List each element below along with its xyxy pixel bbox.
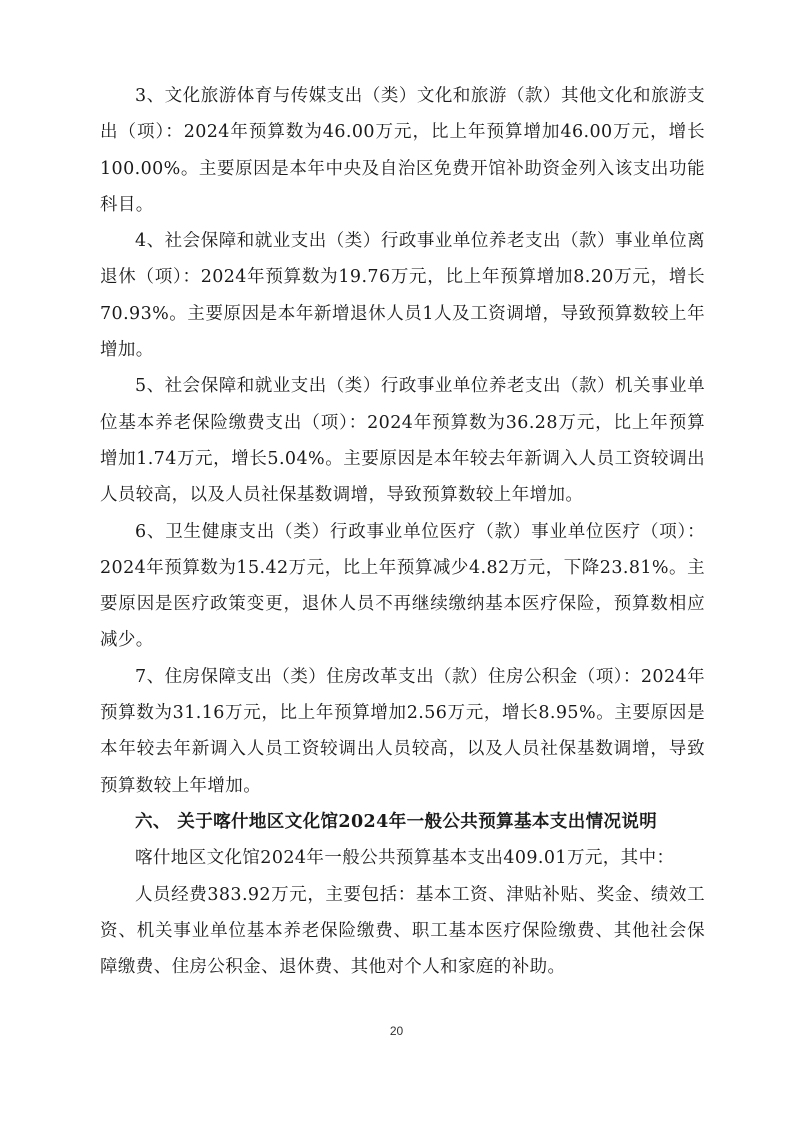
page-body (100, 78, 705, 985)
paragraph-retirement: 4、社会保障和就业支出（类）行政事业单位养老支出（款）事业单位离退休（项）：2024年预算数为19.76万元，比上年预算增加8.20万元，增长70.93%。主要原因是本年新增退休人员1人及工资调增，导致预算数较上年增加。 (100, 231, 705, 361)
section-heading: 六、 关于喀什地区文化馆2024年一般公共预算基本支出情况说明 (135, 811, 658, 832)
paragraph-health: 6、卫生健康支出（类）行政事业单位医疗（款）事业单位医疗（项）：2024年预算数为15.42万元，比上年预算减少4.82万元，下降23.81%。主要原因是医疗政策变更，退休人员不再继续缴纳基本医疗保险，预算数相应减少。 (100, 521, 705, 651)
paragraph-personnel-funds: 人员经费383.92万元，主要包括：基本工资、津贴补贴、奖金、绩效工资、机关事业单位基本养老保险缴费、职工基本医疗保险缴费、其他社会保障缴费、住房公积金、退休费、其他对个人和家庭的补助。 (100, 884, 705, 978)
paragraph-housing-fund: 7、住房保障支出（类）住房改革支出（款）住房公积金（项）：2024年预算数为31.16万元，比上年预算增加2.56万元，增长8.95%。主要原因是本年较去年新调入人员工资较调出人员较高，以及人员社保基数调增，导致预算数较上年增加。 (100, 666, 705, 796)
paragraph-culture-tourism: 3、文化旅游体育与传媒支出（类）文化和旅游（款）其他文化和旅游支出（项）：2024年预算数为46.00万元，比上年预算增加46.00万元，增长100.00%。主要原因是本年中央及自治区免费开馆补助资金列入该支出功能科目。 (100, 86, 705, 215)
paragraph-basic-expenditure: 喀什地区文化馆2024年一般公共预算基本支出409.01万元，其中： (135, 848, 675, 869)
paragraph-pension-insurance: 5、社会保障和就业支出（类）行政事业单位养老支出（款）机关事业单位基本养老保险缴费支出（项）：2024年预算数为36.28万元，比上年预算增加1.74万元，增长5.04%。主要原因是本年较去年新调入人员工资较调出人员较高，以及人员社保基数调增，导致预算数较上年增加。 (100, 376, 705, 506)
page-number: 20 (389, 1024, 404, 1038)
